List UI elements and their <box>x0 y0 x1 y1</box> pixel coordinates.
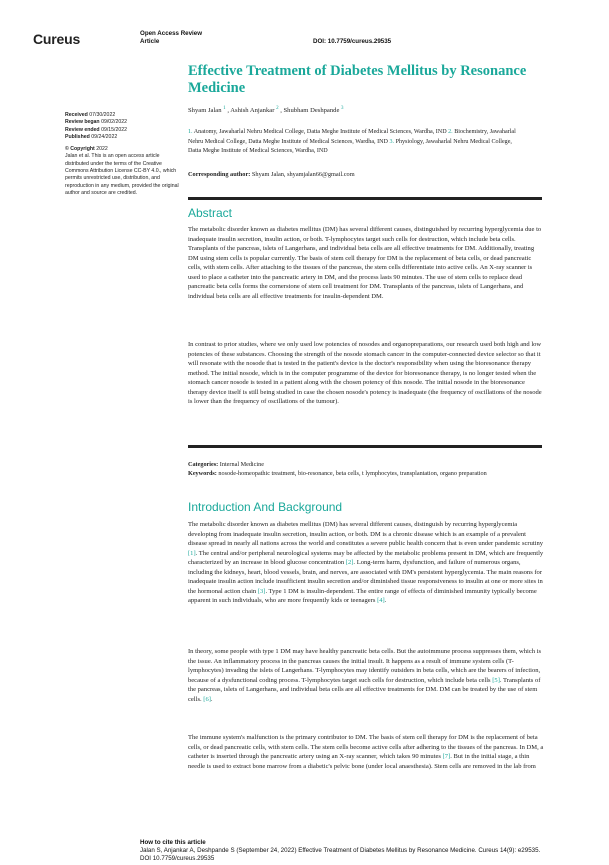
published-label: Published <box>65 133 90 140</box>
section-divider <box>188 197 542 200</box>
affil-number: 2. <box>448 129 453 135</box>
intro-paragraph-1 <box>188 520 544 606</box>
review-began-row <box>65 119 180 126</box>
keywords <box>188 469 538 478</box>
intro-text: . Long-term harm, dysfunction, and failure of numerous organs, including the kidneys, heart, blood vessels, brain, and nerves, are associated with DM's persistent hyperglycemia. The main reasons for inadequate insulin action include insufficient insulin secretion and/or diminished tissue responsiveness to insulin at one or more sites in the hormonal action chain <box>188 559 543 595</box>
copyright-row <box>65 146 180 153</box>
review-ended-row <box>65 127 180 134</box>
abstract-heading: Abstract <box>188 206 233 220</box>
published-date: 09/24/2022 <box>91 133 118 140</box>
author-name[interactable]: Shyam Jalan <box>188 107 222 114</box>
author-affil-ref[interactable]: 2 <box>276 106 279 111</box>
intro-text: The immune system's malfunction is the primary contributor to DM. The basis of stem cell therapy for DM is the replacement of beta cells, or dead pancreatic cells, with stem cells. The stem cells become active cells after adhering to the tissues of the pancreas. In DM, a catheter is inserted through the pancreatic artery using an X-ray scanner, which takes 90 minutes <box>188 734 544 761</box>
introduction-heading: Introduction And Background <box>188 500 343 514</box>
affil-number: 1. <box>188 129 193 135</box>
citation-link[interactable]: [7] <box>442 753 451 761</box>
categories-label: Categories: <box>188 461 219 468</box>
citation-link[interactable]: [4] <box>377 597 385 605</box>
corresponding-label: Corresponding author: <box>188 171 251 178</box>
copyright-year: 2022 <box>96 146 108 153</box>
abstract-paragraph-1: The metabolic disorder known as diabetes mellitus (DM) has several different causes, distinguished by recurring hyperglycemia due to inadequate insulin secretion, insulin action, or both. T-lymphocytes target such cells for destruction, which include beta cells. Transplants of the pancreas, islets of Langerhans, and individual beta cells are all effective treatments for DM. Additionally, treating DM using stem cells is popular currently. The basis of stem cell therapy for DM is the replacement of beta cells, or dead pancreatic cells, with stem cells. After attaching to the tissues of the pancreas, the stem cells differentiate into active cells. An X-ray scanner is used to place a catheter into the pancreatic artery in DM, and the process lasts 90 minutes. The use of stem cells to replace dead pancreatic beta cells forms the cornerstone of stem cell treatment for DM. Transplants of the pancreas, islets of Langerhans, and individual beta cells are all effective treatments for insulin-dependent DM. <box>188 226 542 300</box>
section-divider <box>188 445 542 448</box>
article-title: Effective Treatment of Diabetes Mellitus by Resonance Medicine <box>188 63 527 96</box>
corresponding-author <box>188 171 355 178</box>
received-row <box>65 112 180 119</box>
intro-text: In theory, some people with type 1 DM may have healthy pancreatic beta cells. But the autoimmune process suppresses them, which is the issue. An inflammatory process in the pancreas causes the initial insult. It happens as a result of immune system cells (T-lymphocytes) invading the islets of Langerhans. T-lymphocytes may identify outsiders in beta cells, which are the bearers of infection, because of a dysfunctional coding process. T-lymphocytes target such cells for destruction, which include beta cells <box>188 648 542 684</box>
intro-text: . The central and/or peripheral neurological systems may be affected by the metabolic problems present in DM, which are frequently characterized by an increase in blood glucose concentration <box>188 549 544 567</box>
keywords-value: nosode-homeopathic treatment, bio-resonance, beta cells, t lymphocytes, transplantation, organo preparation <box>218 470 487 477</box>
categories-value[interactable]: Internal Medicine <box>219 461 264 468</box>
citation-link[interactable]: [6] <box>203 695 211 703</box>
corresponding-value[interactable]: Shyam Jalan, shyamjalan66@gmail.com <box>251 171 355 178</box>
publication-sidebar <box>65 112 180 197</box>
author-affil-ref[interactable]: 3 <box>341 106 344 111</box>
affil-text: Physiology, Jawaharlal Nehru Medical College, Datta Meghe Institute of Medical Sciences, Wardha, IND <box>188 138 512 155</box>
received-label: Received <box>65 112 88 118</box>
affil-number: 3. <box>389 138 395 145</box>
review-ended-label: Review ended <box>65 126 100 133</box>
categories <box>188 460 538 469</box>
review-ended-date: 09/15/2022 <box>101 126 128 133</box>
intro-text: . <box>384 597 387 605</box>
citation-doi[interactable]: DOI 10.7759/cureus.29535 <box>140 855 215 863</box>
intro-text: . <box>210 695 213 703</box>
intro-text: . But in the initial stage, a thin needle is used to extract bone marrow from a diabetic's pelvic bone (under local anaesthesia). Stem cells are removed in the lab from <box>188 753 536 770</box>
citation-link[interactable]: [3] <box>257 587 266 595</box>
intro-paragraph-3 <box>188 733 544 771</box>
citation-link[interactable]: [5] <box>492 676 500 684</box>
how-to-cite <box>140 839 560 864</box>
affiliations <box>188 128 518 157</box>
review-began-date: 09/02/2022 <box>101 119 128 126</box>
intro-paragraph-2 <box>188 647 544 704</box>
author-name[interactable]: Shubham Deshpande <box>283 107 340 114</box>
license-text: Jalan et al. This is an open access article distributed under the terms of the Creative Commons Attribution License CC-BY 4.0., which permits unrestricted use, distribution, and reproduction in any medium, provided the original author and source are credited. <box>65 153 179 196</box>
received-date: 07/30/2022 <box>89 112 116 118</box>
author-list: Shyam Jalan $^1$ , Ashish Anjankar $^2$ , Shubham Deshpande $^3$ <box>188 106 344 114</box>
affil-text: Anatomy, Jawaharlal Nehru Medical College, Datta Meghe Institute of Medical Sciences, Wardha, IND <box>193 129 447 135</box>
author-affil-ref[interactable]: 1 <box>223 106 226 111</box>
article-type-line2: Article <box>140 38 160 45</box>
citation-text: Jalan S, Anjankar A, Deshpande S (September 24, 2022) Effective Treatment of Diabetes Mellitus by Resonance Medicine. Cureus 14(9): e29535. <box>140 847 541 855</box>
article-type <box>140 30 202 46</box>
intro-text: . Transplants of the pancreas, islets of Langerhans, and individual beta cells are all effective treatments for DM. DM can be treated by the use of stem cells. <box>188 676 541 703</box>
intro-text: . Type 1 DM is insulin-dependent. The entire range of effects of diminished immunity typically become apparent in such individuals, who are more frequently kids or teenagers <box>188 587 537 605</box>
journal-logo: Cureus <box>33 31 81 47</box>
citation-link[interactable]: [1] <box>188 549 196 557</box>
intro-text: The metabolic disorder known as diabetes mellitus (DM) has several different causes, distinguish by recurring hyperglycemia developing from inadequate insulin secretion, insulin action, or both. DM is a chronic disease which is an example of a prevalent disease spread in nearly all nations across the world and constitutes a severe public health concern that is even under pandemic scrutiny <box>188 521 544 548</box>
citation-link[interactable]: [2] <box>345 559 354 567</box>
keywords-label: Keywords: <box>188 470 217 477</box>
review-began-label: Review began <box>65 119 100 126</box>
published-row <box>65 134 180 141</box>
article-type-line1: Open Access Review <box>140 30 203 37</box>
doi-header[interactable]: DOI: 10.7759/cureus.29535 <box>313 38 392 45</box>
author-name[interactable]: Ashish Anjankar <box>230 107 275 114</box>
abstract-paragraph-2: In contrast to prior studies, where we only used low potencies of nosodes and organopreparations, our research used both high and low potencies of these substances. Choosing the strength of the nosode stomach cancer in the computer-connected device selector so that it will resonate with the nosode that is tested in the patient's device is the doctor's responsibility when using the bioresonance therapy method. The initial nosode, which is in the computer programme of the device for bioresonance therapy, is no longer tested when the stomach cancer nosode is tested in a patient along with the chosen potency of this nosode. The initial nosode in the bioresonance therapy device itself is still being studied in case the chosen nosode's potency is inadequate (the frequency of oscillations of the nosode is lower than the frequency of oscillations of the tumour). <box>188 341 542 406</box>
how-to-cite-heading: How to cite this article <box>140 839 206 846</box>
copyright-label: © Copyright <box>65 146 95 153</box>
affil-text: Biochemistry, Jawaharlal Nehru Medical College, Datta Meghe Institute of Medical Sciences, Wardha, IND <box>188 129 516 145</box>
